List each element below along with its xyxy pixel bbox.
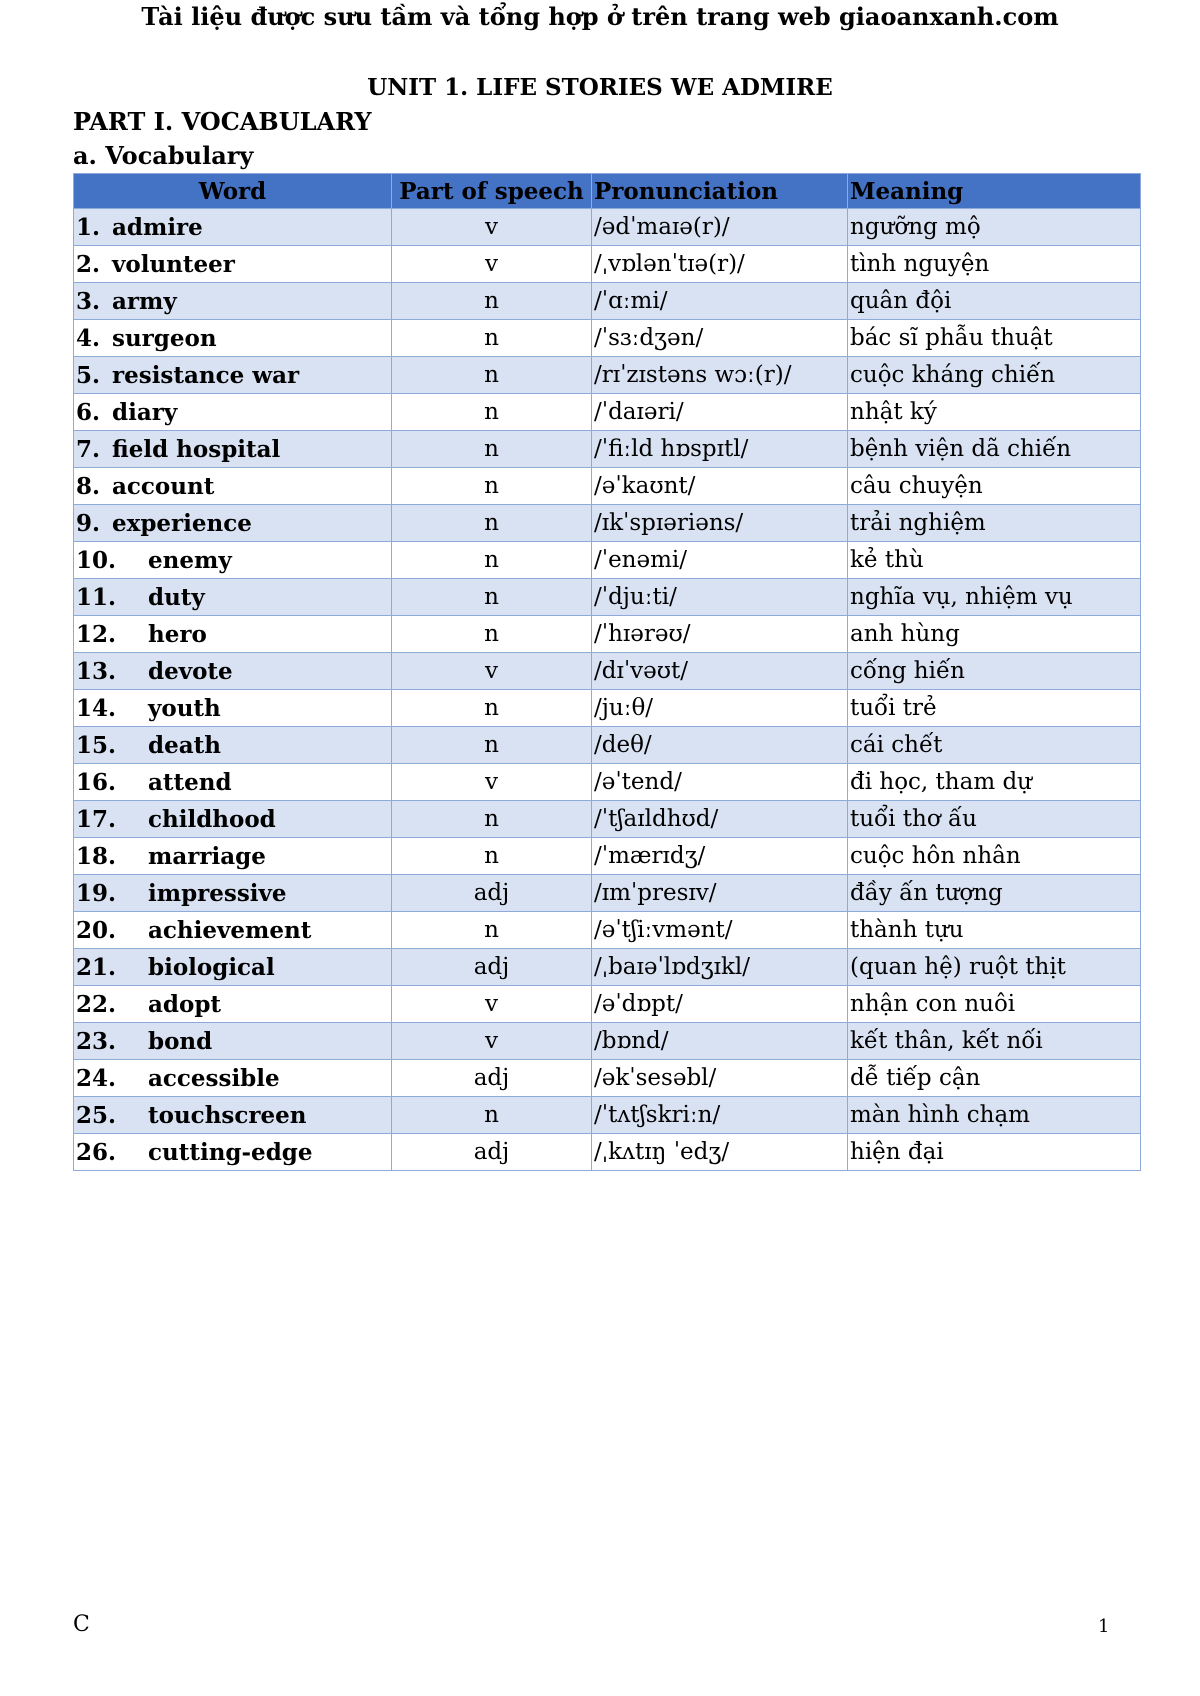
part-of-speech-cell: n (392, 727, 592, 764)
meaning-cell: quân đội (848, 283, 1141, 320)
table-row (74, 209, 1141, 246)
row-number: 13. (76, 657, 117, 685)
part-of-speech-cell: n (392, 838, 592, 875)
meaning-cell: thành tựu (848, 912, 1141, 949)
table-row (74, 1023, 1141, 1060)
meaning-cell: nhận con nuôi (848, 986, 1141, 1023)
pronunciation-cell: /ˌbaɪəˈlɒdʒɪkl/ (592, 949, 848, 986)
table-row (74, 394, 1141, 431)
word-cell (74, 1134, 392, 1171)
footer-left-mark: C (73, 1612, 90, 1637)
meaning-cell: nhật ký (848, 394, 1141, 431)
row-number: 6. (76, 398, 101, 426)
part-of-speech-cell: n (392, 505, 592, 542)
meaning-cell: cái chết (848, 727, 1141, 764)
part-of-speech-cell: n (392, 468, 592, 505)
column-header-word: Word (74, 174, 392, 209)
table-row (74, 320, 1141, 357)
pronunciation-cell: /ədˈmaɪə(r)/ (592, 209, 848, 246)
meaning-cell: đi học, tham dự (848, 764, 1141, 801)
word-cell (74, 468, 392, 505)
pronunciation-cell: /ˈtʃaɪldhʊd/ (592, 801, 848, 838)
part-of-speech-cell: v (392, 653, 592, 690)
part-title: PART I. VOCABULARY (73, 107, 372, 136)
word-cell (74, 579, 392, 616)
word-cell (74, 912, 392, 949)
meaning-cell: câu chuyện (848, 468, 1141, 505)
row-number: 19. (76, 879, 117, 907)
word-cell (74, 986, 392, 1023)
part-of-speech-cell: n (392, 801, 592, 838)
pronunciation-cell: /rɪˈzɪstəns wɔː(r)/ (592, 357, 848, 394)
table-row (74, 579, 1141, 616)
pronunciation-cell: /ˈmærɪdʒ/ (592, 838, 848, 875)
row-number: 3. (76, 287, 101, 315)
table-row (74, 653, 1141, 690)
meaning-cell: đầy ấn tượng (848, 875, 1141, 912)
word-text: volunteer (112, 250, 235, 278)
word-cell (74, 764, 392, 801)
part-of-speech-cell: adj (392, 875, 592, 912)
part-of-speech-cell: n (392, 357, 592, 394)
word-text: account (112, 472, 215, 500)
word-text: admire (112, 213, 203, 241)
row-number: 11. (76, 583, 117, 611)
pronunciation-cell: /əˈkaʊnt/ (592, 468, 848, 505)
pronunciation-cell: /ˈhɪərəʊ/ (592, 616, 848, 653)
row-number: 9. (76, 509, 101, 537)
table-row (74, 283, 1141, 320)
word-text: death (148, 731, 221, 759)
row-number: 8. (76, 472, 101, 500)
site-header: Tài liệu được sưu tầm và tổng hợp ở trên trang web giaoanxanh.com (141, 2, 1059, 31)
word-text: army (112, 287, 177, 315)
row-number: 1. (76, 213, 101, 241)
row-number: 23. (76, 1027, 117, 1055)
table-row (74, 690, 1141, 727)
table-row (74, 949, 1141, 986)
part-of-speech-cell: n (392, 912, 592, 949)
part-of-speech-cell: n (392, 542, 592, 579)
word-text: duty (148, 583, 205, 611)
vocabulary-table (73, 173, 1141, 1171)
section-title: a. Vocabulary (73, 141, 254, 170)
table-row (74, 1097, 1141, 1134)
part-of-speech-cell: n (392, 320, 592, 357)
word-cell (74, 801, 392, 838)
pronunciation-cell: /ɪmˈpresɪv/ (592, 875, 848, 912)
meaning-cell: trải nghiệm (848, 505, 1141, 542)
row-number: 5. (76, 361, 101, 389)
meaning-cell: cống hiến (848, 653, 1141, 690)
pronunciation-cell: /bɒnd/ (592, 1023, 848, 1060)
pronunciation-cell: /əˈtʃiːvmənt/ (592, 912, 848, 949)
row-number: 26. (76, 1138, 117, 1166)
word-text: attend (148, 768, 232, 796)
word-cell (74, 320, 392, 357)
meaning-cell: kẻ thù (848, 542, 1141, 579)
word-cell (74, 1097, 392, 1134)
word-cell (74, 616, 392, 653)
row-number: 15. (76, 731, 117, 759)
meaning-cell: ngưỡng mộ (848, 209, 1141, 246)
table-row (74, 468, 1141, 505)
table-row (74, 875, 1141, 912)
word-cell (74, 1060, 392, 1097)
word-cell (74, 394, 392, 431)
word-cell (74, 1023, 392, 1060)
word-cell (74, 727, 392, 764)
part-of-speech-cell: n (392, 283, 592, 320)
table-row (74, 727, 1141, 764)
table-row (74, 986, 1141, 1023)
word-text: marriage (148, 842, 266, 870)
pronunciation-cell: /əˈtend/ (592, 764, 848, 801)
word-cell (74, 690, 392, 727)
row-number: 20. (76, 916, 117, 944)
pronunciation-cell: /ˈsɜːdʒən/ (592, 320, 848, 357)
row-number: 14. (76, 694, 117, 722)
pronunciation-cell: /dɪˈvəʊt/ (592, 653, 848, 690)
word-cell (74, 357, 392, 394)
meaning-cell: cuộc kháng chiến (848, 357, 1141, 394)
part-of-speech-cell: adj (392, 1134, 592, 1171)
meaning-cell: tuổi trẻ (848, 690, 1141, 727)
word-text: biological (148, 953, 275, 981)
table-row (74, 1134, 1141, 1171)
row-number: 21. (76, 953, 117, 981)
table-row (74, 801, 1141, 838)
word-text: enemy (148, 546, 232, 574)
word-text: achievement (148, 916, 312, 944)
table-row (74, 1060, 1141, 1097)
pronunciation-cell: /ˈdjuːti/ (592, 579, 848, 616)
word-text: bond (148, 1027, 213, 1055)
row-number: 2. (76, 250, 101, 278)
pronunciation-cell: /ˈɑːmi/ (592, 283, 848, 320)
row-number: 16. (76, 768, 117, 796)
part-of-speech-cell: n (392, 431, 592, 468)
meaning-cell: tình nguyện (848, 246, 1141, 283)
table-row (74, 616, 1141, 653)
pronunciation-cell: /əkˈsesəbl/ (592, 1060, 848, 1097)
table-header-row (74, 174, 1141, 209)
pronunciation-cell: /ˈdaɪəri/ (592, 394, 848, 431)
meaning-cell: anh hùng (848, 616, 1141, 653)
part-of-speech-cell: n (392, 394, 592, 431)
row-number: 22. (76, 990, 117, 1018)
word-cell (74, 431, 392, 468)
part-of-speech-cell: n (392, 1097, 592, 1134)
table-row (74, 357, 1141, 394)
meaning-cell: (quan hệ) ruột thịt (848, 949, 1141, 986)
table-row (74, 912, 1141, 949)
pronunciation-cell: /deθ/ (592, 727, 848, 764)
word-text: adopt (148, 990, 222, 1018)
word-cell (74, 875, 392, 912)
word-text: experience (112, 509, 252, 537)
row-number: 4. (76, 324, 101, 352)
meaning-cell: nghĩa vụ, nhiệm vụ (848, 579, 1141, 616)
row-number: 25. (76, 1101, 117, 1129)
word-text: diary (112, 398, 178, 426)
part-of-speech-cell: v (392, 764, 592, 801)
word-text: surgeon (112, 324, 217, 352)
word-cell (74, 505, 392, 542)
column-header-part-of-speech: Part of speech (392, 174, 592, 209)
part-of-speech-cell: v (392, 1023, 592, 1060)
word-text: accessible (148, 1064, 280, 1092)
table-row (74, 764, 1141, 801)
part-of-speech-cell: adj (392, 1060, 592, 1097)
row-number: 18. (76, 842, 117, 870)
word-cell (74, 209, 392, 246)
word-text: youth (148, 694, 221, 722)
part-of-speech-cell: v (392, 209, 592, 246)
meaning-cell: tuổi thơ ấu (848, 801, 1141, 838)
row-number: 17. (76, 805, 117, 833)
column-header-pronunciation: Pronunciation (592, 174, 848, 209)
pronunciation-cell: /ˈtʌtʃskriːn/ (592, 1097, 848, 1134)
table-row (74, 542, 1141, 579)
row-number: 10. (76, 546, 117, 574)
word-cell (74, 653, 392, 690)
pronunciation-cell: /ˈfiːld hɒspɪtl/ (592, 431, 848, 468)
part-of-speech-cell: adj (392, 949, 592, 986)
part-of-speech-cell: n (392, 616, 592, 653)
pronunciation-cell: /ˌkʌtɪŋ ˈedʒ/ (592, 1134, 848, 1171)
table-row (74, 431, 1141, 468)
word-text: cutting-edge (148, 1138, 313, 1166)
word-cell (74, 838, 392, 875)
meaning-cell: cuộc hôn nhân (848, 838, 1141, 875)
page-number: 1 (1098, 1616, 1110, 1637)
table-row (74, 838, 1141, 875)
meaning-cell: bác sĩ phẫu thuật (848, 320, 1141, 357)
word-text: hero (148, 620, 207, 648)
part-of-speech-cell: v (392, 986, 592, 1023)
row-number: 24. (76, 1064, 117, 1092)
meaning-cell: màn hình chạm (848, 1097, 1141, 1134)
word-text: childhood (148, 805, 276, 833)
word-text: touchscreen (148, 1101, 307, 1129)
pronunciation-cell: /ˈenəmi/ (592, 542, 848, 579)
meaning-cell: dễ tiếp cận (848, 1060, 1141, 1097)
word-text: impressive (148, 879, 287, 907)
unit-title: UNIT 1. LIFE STORIES WE ADMIRE (367, 74, 833, 101)
meaning-cell: hiện đại (848, 1134, 1141, 1171)
column-header-meaning: Meaning (848, 174, 1141, 209)
word-text: field hospital (112, 435, 281, 463)
word-text: resistance war (112, 361, 300, 389)
meaning-cell: bệnh viện dã chiến (848, 431, 1141, 468)
word-text: devote (148, 657, 233, 685)
pronunciation-cell: /əˈdɒpt/ (592, 986, 848, 1023)
pronunciation-cell: /ˌvɒlənˈtɪə(r)/ (592, 246, 848, 283)
part-of-speech-cell: n (392, 690, 592, 727)
word-cell (74, 949, 392, 986)
meaning-cell: kết thân, kết nối (848, 1023, 1141, 1060)
pronunciation-cell: /juːθ/ (592, 690, 848, 727)
table-row (74, 246, 1141, 283)
word-cell (74, 542, 392, 579)
word-cell (74, 283, 392, 320)
word-cell (74, 246, 392, 283)
part-of-speech-cell: v (392, 246, 592, 283)
pronunciation-cell: /ɪkˈspɪəriəns/ (592, 505, 848, 542)
row-number: 12. (76, 620, 117, 648)
part-of-speech-cell: n (392, 579, 592, 616)
vocabulary-table-body (74, 209, 1141, 1171)
row-number: 7. (76, 435, 101, 463)
table-row (74, 505, 1141, 542)
